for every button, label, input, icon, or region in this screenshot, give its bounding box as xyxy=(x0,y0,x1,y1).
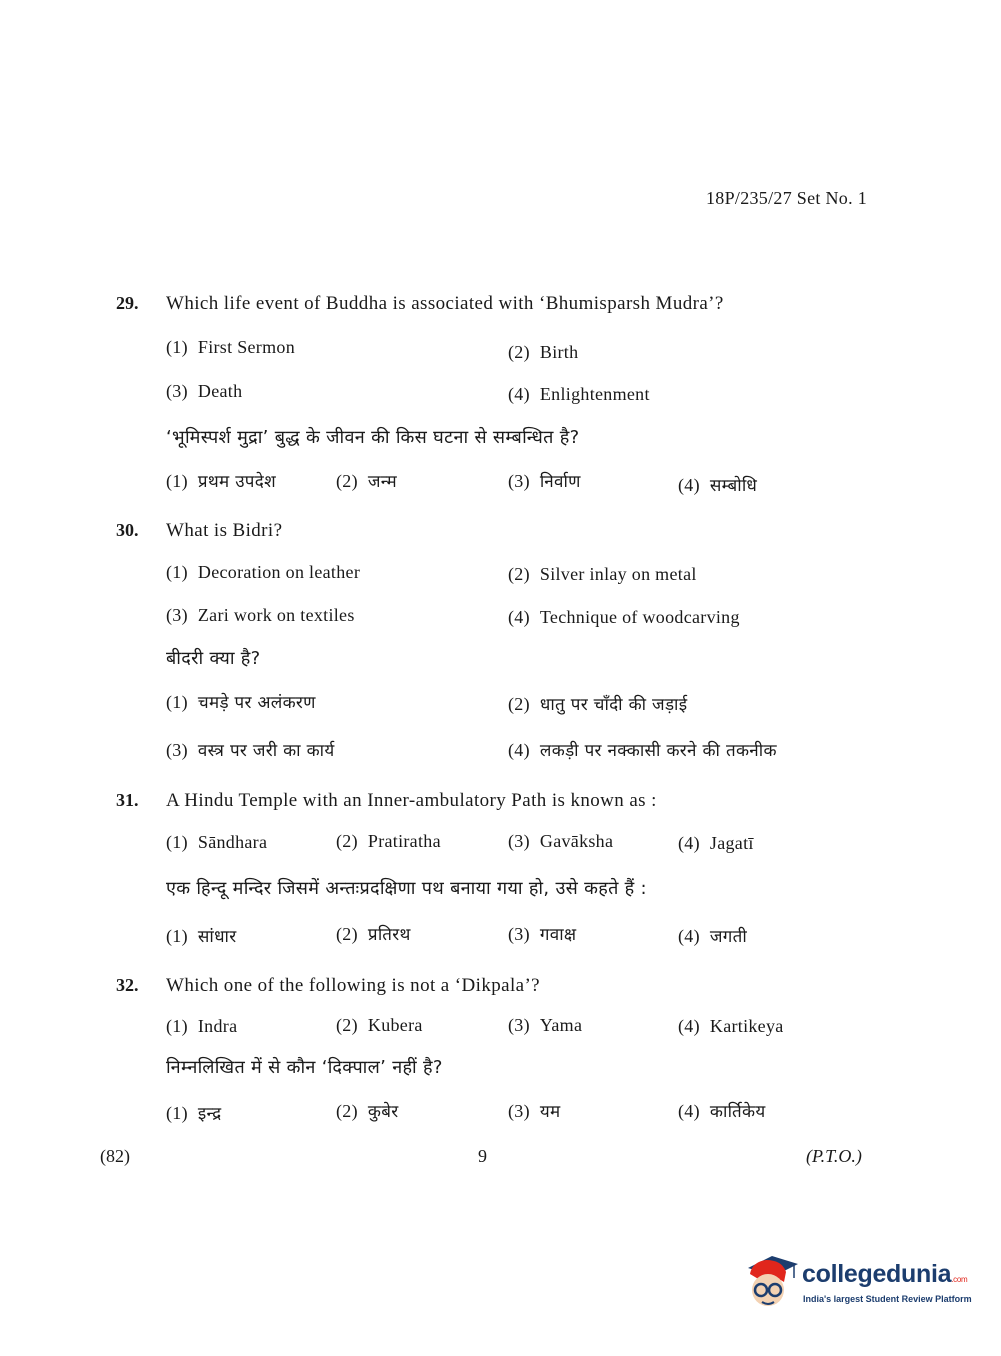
option-2: (2) Birth xyxy=(508,342,579,362)
hindi-option-3: (3) निर्वाण xyxy=(508,471,581,492)
hindi-option-3: (3) यम xyxy=(508,1101,561,1122)
hindi-option-2: (2) प्रतिरथ xyxy=(336,924,411,945)
pto-label: (P.T.O.) xyxy=(806,1146,862,1166)
question-text: Which one of the following is not a ‘Dikpala’? xyxy=(166,975,541,996)
option-2: (2) Silver inlay on metal xyxy=(508,564,697,584)
option-4: (4) Enlightenment xyxy=(508,384,650,404)
brand-name: collegedunia.com xyxy=(802,1260,968,1288)
option-4: (4) Technique of woodcarving xyxy=(508,607,740,627)
hindi-option-3: (3) गवाक्ष xyxy=(508,924,577,945)
option-1: (1) Sāndhara xyxy=(166,832,268,852)
hindi-question-text: एक हिन्दू मन्दिर जिसमें अन्तःप्रदक्षिणा पथ बनाया गया हो, उसे कहते हैं : xyxy=(166,878,647,899)
hindi-option-1: (1) इन्द्र xyxy=(166,1103,222,1124)
hindi-question-text: बीदरी क्या है? xyxy=(166,648,261,669)
mascot-icon xyxy=(742,1250,800,1312)
option-3: (3) Zari work on textiles xyxy=(166,605,355,625)
collegedunia-watermark xyxy=(742,1250,972,1312)
option-1: (1) Decoration on leather xyxy=(166,562,361,582)
option-4: (4) Kartikeya xyxy=(678,1016,784,1036)
question-number: 31. xyxy=(116,790,139,810)
option-4: (4) Jagatī xyxy=(678,833,754,853)
brand-tagline: India's largest Student Review Platform xyxy=(803,1294,972,1304)
option-3: (3) Gavāksha xyxy=(508,831,614,851)
hindi-option-4: (4) लकड़ी पर नक्कासी करने की तकनीक xyxy=(508,740,777,761)
hindi-option-2: (2) कुबेर xyxy=(336,1101,399,1122)
question-text: A Hindu Temple with an Inner-ambulatory Path is known as : xyxy=(166,790,657,811)
hindi-option-4: (4) जगती xyxy=(678,926,748,947)
option-2: (2) Pratiratha xyxy=(336,831,441,851)
option-3: (3) Yama xyxy=(508,1015,583,1035)
paper-code: 18P/235/27 Set No. 1 xyxy=(705,188,867,208)
question-text: Which life event of Buddha is associated with ‘Bhumisparsh Mudra’? xyxy=(166,293,724,314)
question-number: 32. xyxy=(116,975,139,995)
option-1: (1) Indra xyxy=(166,1016,238,1036)
hindi-option-4: (4) सम्बोधि xyxy=(678,475,758,496)
question-text: What is Bidri? xyxy=(166,520,283,541)
hindi-option-2: (2) धातु पर चाँदी की जड़ाई xyxy=(508,694,688,715)
question-number: 30. xyxy=(116,520,139,540)
hindi-option-1: (1) प्रथम उपदेश xyxy=(166,471,276,492)
footer-code: (82) xyxy=(100,1146,130,1166)
question-number: 29. xyxy=(116,293,139,313)
hindi-option-1: (1) सांधार xyxy=(166,926,237,947)
hindi-question-text: निम्नलिखित में से कौन ‘दिक्पाल’ नहीं है? xyxy=(166,1057,443,1078)
hindi-option-2: (2) जन्म xyxy=(336,471,397,492)
option-1: (1) First Sermon xyxy=(166,337,295,357)
option-3: (3) Death xyxy=(166,381,243,401)
page-number: 9 xyxy=(478,1146,487,1166)
option-2: (2) Kubera xyxy=(336,1015,423,1035)
hindi-option-3: (3) वस्त्र पर जरी का कार्य xyxy=(166,740,335,761)
hindi-option-1: (1) चमड़े पर अलंकरण xyxy=(166,692,316,713)
hindi-option-4: (4) कार्तिकेय xyxy=(678,1101,766,1122)
hindi-question-text: ‘भूमिस्पर्श मुद्रा’ बुद्ध के जीवन की किस घटना से सम्बन्धित है? xyxy=(166,427,580,448)
